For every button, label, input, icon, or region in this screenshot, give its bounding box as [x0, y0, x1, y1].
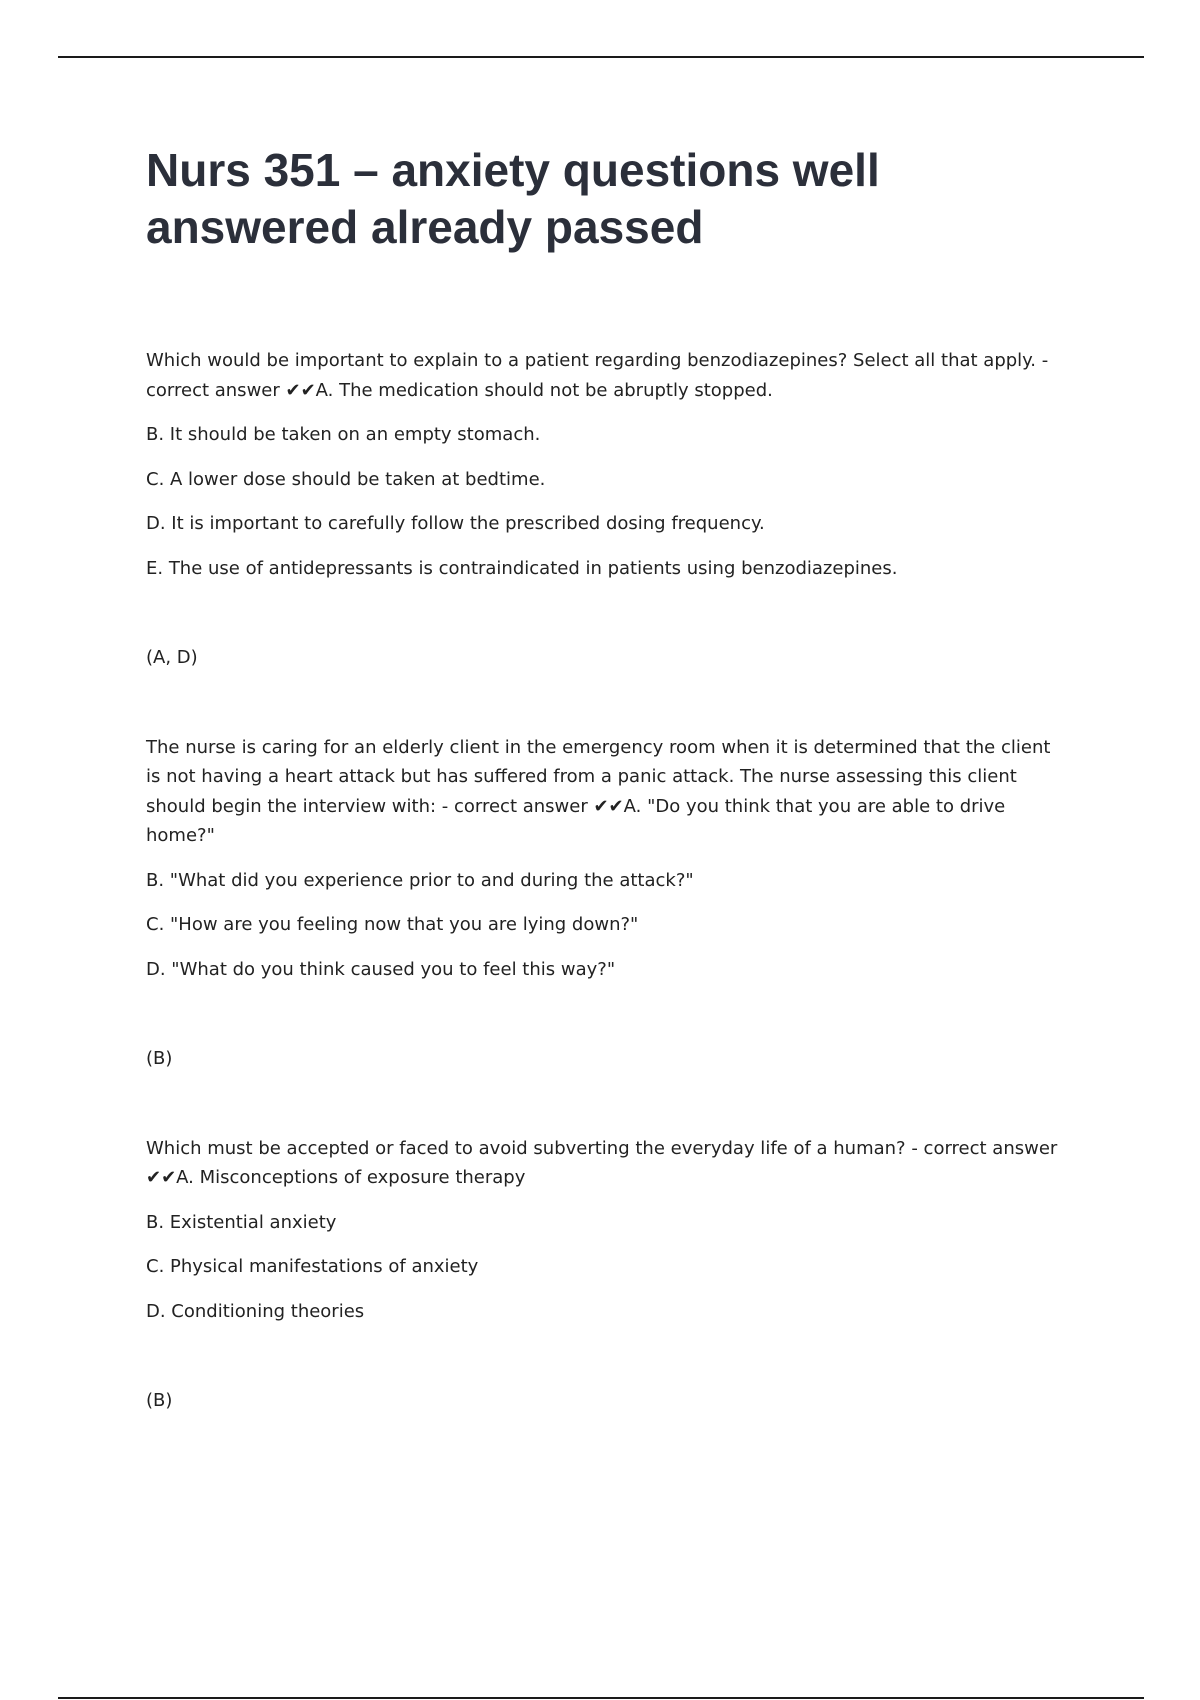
question-block-1 — [146, 346, 1066, 673]
answer-key: (B) — [146, 1390, 173, 1411]
question-option: E. The use of antidepressants is contraindicated in patients using benzodiazepines. — [146, 557, 898, 579]
question-option: D. It is important to carefully follow the prescribed dosing frequency. — [146, 513, 765, 534]
question-stem: Which would be important to explain to a patient regarding benzodiazepines? Select all that apply. - correct answer ✔✔A. The medication should not be abruptly stopped. — [146, 350, 1049, 401]
question-block-2 — [146, 733, 1066, 1074]
document-title: Nurs 351 – anxiety questions well answered already passed — [146, 144, 880, 253]
question-option: B. "What did you experience prior to and during the attack?" — [146, 869, 694, 891]
question-option: C. Physical manifestations of anxiety — [146, 1256, 479, 1277]
answer-key: (B) — [146, 1048, 173, 1069]
question-option: C. A lower dose should be taken at bedtime. — [146, 468, 546, 490]
question-block-3 — [146, 1134, 1066, 1416]
answer-key: (A, D) — [146, 647, 198, 668]
question-option: B. Existential anxiety — [146, 1211, 337, 1233]
document-body — [146, 346, 1066, 1416]
question-option: D. "What do you think caused you to feel this way?" — [146, 958, 616, 980]
question-stem: Which must be accepted or faced to avoid subverting the everyday life of a human? - correct answer ✔✔A. Misconceptions of exposure therapy — [146, 1137, 1058, 1188]
header-rule — [58, 56, 1144, 58]
question-option: B. It should be taken on an empty stomach. — [146, 424, 541, 445]
question-stem: The nurse is caring for an elderly client in the emergency room when it is determined that the client is not having a heart attack but has suffered from a panic attack. The nurse assessing this client should begin the interview with: - correct answer ✔✔A. "Do you think that you are able to drive home?" — [146, 736, 1051, 846]
question-option: D. Conditioning theories — [146, 1300, 365, 1322]
question-option: C. "How are you feeling now that you are lying down?" — [146, 914, 639, 935]
footer-rule — [58, 1697, 1144, 1699]
